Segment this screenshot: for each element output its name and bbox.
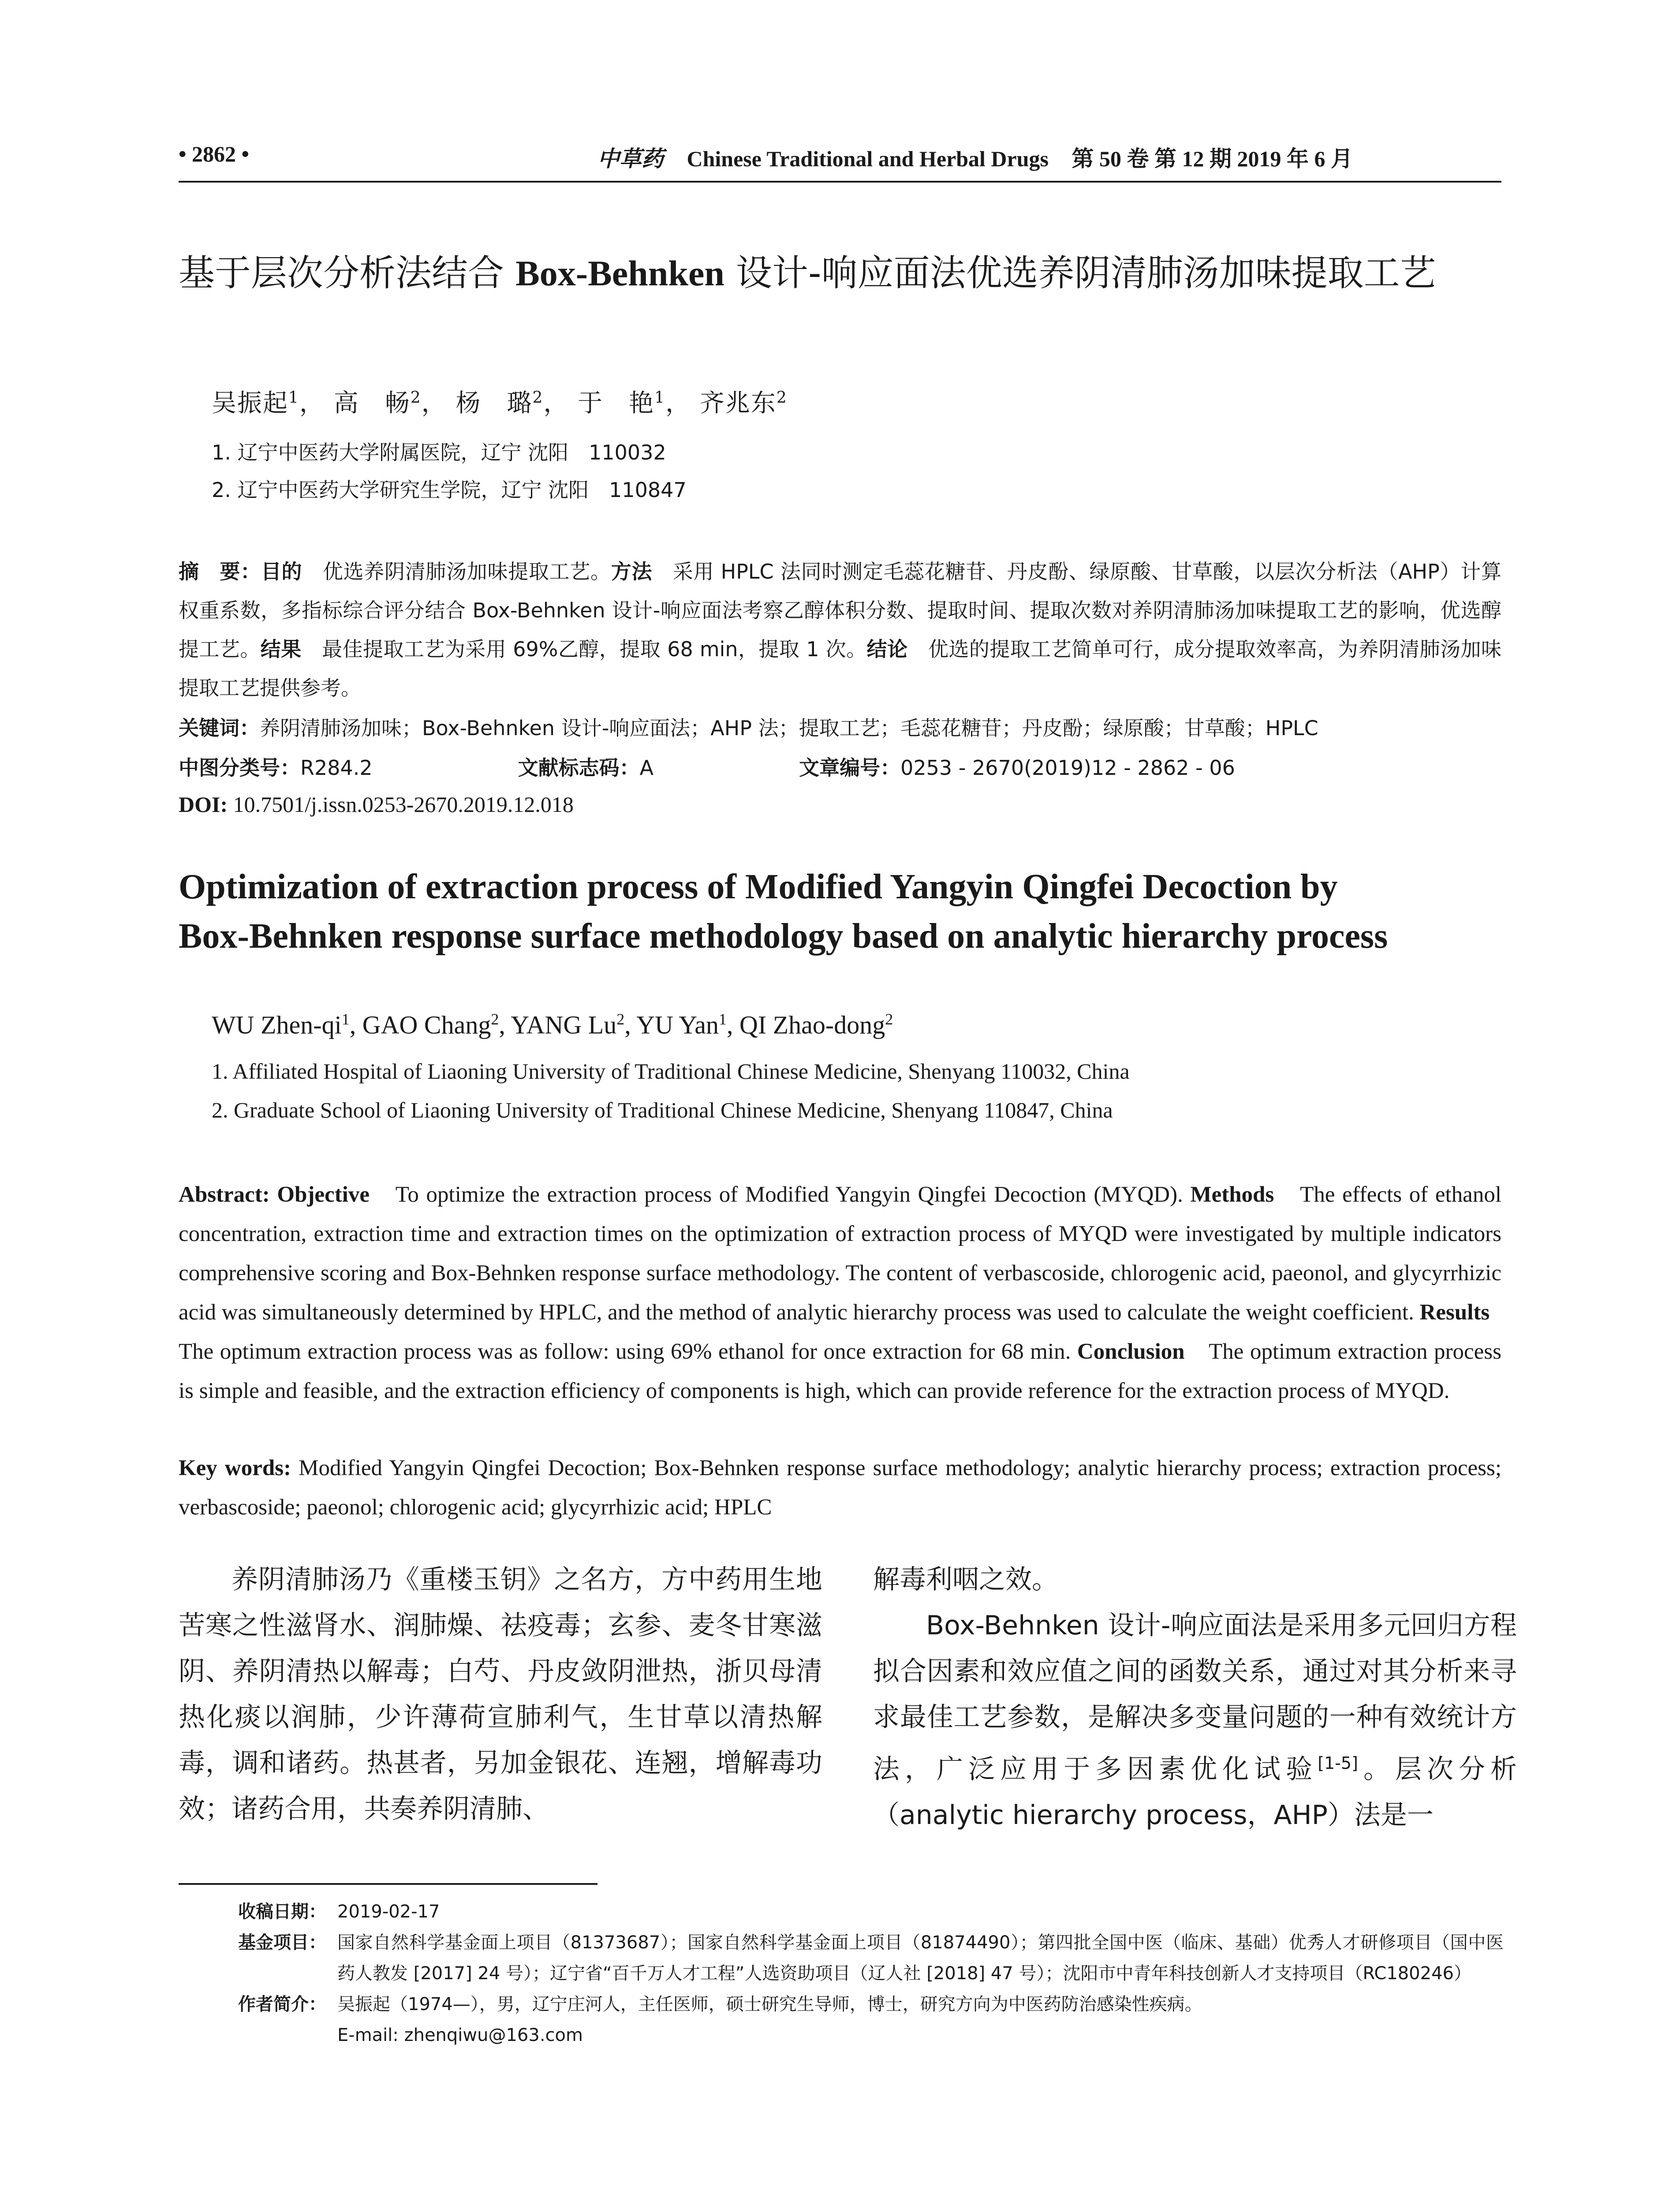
- cn-author: 齐兆东: [699, 389, 777, 418]
- cn-abstract: [179, 552, 1501, 707]
- body-paragraph: 养阴清肺汤乃《重楼玉钥》之名方，方中药用生地苦寒之性滋肾水、润肺燥、祛疫毒；玄参、麦冬甘寒滋阴、养阴清热以解毒；白芍、丹皮敛阴泄热，浙贝母清热化痰以润肺，少许薄荷宣肺利气，生甘草以清热解毒，调和诸药。热甚者，另加金银花、连翘，增解毒功效；诸药合用，共奏养阴清肺、: [179, 1564, 822, 1824]
- journal-issue: 第 50 卷 第 12 期 2019 年 6 月: [1071, 146, 1353, 171]
- en-title: [179, 862, 1523, 961]
- cn-objective: 优选养阴清肺汤加味提取工艺。: [302, 560, 611, 583]
- cn-keywords-text: 养阴清肺汤加味；Box-Behnken 设计-响应面法；AHP 法；提取工艺；毛蕊花糖苷；丹皮酚；绿原酸；甘草酸；HPLC: [260, 716, 1318, 740]
- footnote-label: 作者简介：: [238, 1994, 326, 2014]
- en-author-sup: 1: [341, 1010, 350, 1028]
- en-author-sup: 2: [885, 1010, 893, 1028]
- body-paragraph-tail: 。层次分析（analytic hierarchy process，AHP）法是一: [873, 1754, 1517, 1831]
- en-author-sup: 2: [491, 1010, 499, 1028]
- article-no-label: 文章编号：: [799, 756, 901, 780]
- en-affiliation-2: 2. Graduate School of Liaoning University of Traditional Chinese Medicine, Shenyang 110847, China: [212, 1098, 1113, 1122]
- footnote-label: 收稿日期：: [238, 1902, 326, 1922]
- en-abstract-label: Abstract: Objective: [179, 1182, 370, 1207]
- en-methods: The effects of ethanol concentration, extraction time and extraction times on the optimization of extraction process of MYQD were investigated by multiple indicators comprehensive scoring and Box-Behnken response surface methodology. The content of verbascoside, chlorogenic acid, paeonol, and glycyrrhizic acid was simultaneously determined by HPLC, and the method of analytic hierarchy process was used to calculate the weight coefficient.: [179, 1182, 1501, 1325]
- body-paragraph-continued: 解毒利咽之效。: [873, 1564, 1058, 1595]
- en-results-label: Results: [1419, 1300, 1490, 1325]
- en-abstract: [179, 1175, 1512, 1411]
- cn-classification: [179, 752, 1235, 781]
- cn-author: 杨 璐: [455, 389, 533, 418]
- body-paragraph-text: Box-Behnken 设计-响应面法是采用多元回归方程拟合因素和效应值之间的函数关系，通过对其分析来寻求最佳工艺参数，是解决多变量问题的一种有效统计方法，广泛应用于多因素优化试验: [873, 1610, 1517, 1785]
- en-title-line2: Box-Behnken response surface methodology based on analytic hierarchy process: [179, 917, 1388, 956]
- cn-author-sup: 2: [776, 389, 788, 407]
- en-author: YANG Lu: [511, 1010, 617, 1039]
- cn-abstract-label: 摘 要：: [179, 560, 261, 583]
- en-conclusion: The optimum extraction process is simple and feasible, and the extraction efficiency of components is high, which can provide reference for the extraction process of MYQD.: [179, 1339, 1501, 1403]
- cn-objective-label: 目的: [261, 560, 302, 583]
- footnote-text: 2019-02-17: [337, 1902, 440, 1922]
- en-author: YU Yan: [636, 1010, 719, 1039]
- en-results: The optimum extraction process was as follow: using 69% ethanol for once extraction for 68 min.: [179, 1300, 1512, 1364]
- doc-code-label: 文献标志码：: [518, 756, 640, 780]
- en-author: GAO Chang: [362, 1010, 491, 1039]
- cn-affiliation-2: 2. 辽宁中医药大学研究生学院，辽宁 沈阳 110847: [212, 478, 687, 502]
- en-author: QI Zhao-dong: [739, 1010, 885, 1039]
- cn-title-part1: 基于层次分析法结合: [179, 252, 516, 294]
- en-affiliation-1: 1. Affiliated Hospital of Liaoning University of Traditional Chinese Medicine, Shenyang 110032, China: [212, 1059, 1130, 1084]
- en-keywords-label: Key words:: [179, 1456, 291, 1480]
- cn-title-en-part: Box-Behnken: [515, 253, 724, 293]
- en-author-sup: 1: [719, 1010, 727, 1028]
- cn-authors: 吴振起$^1$， 高 畅$^2$， 杨 璐$^2$， 于 艳$^1$， 齐兆东$^2$: [212, 389, 788, 418]
- cn-conclusion-label: 结论: [866, 637, 908, 661]
- doi-value: 10.7501/j.issn.0253-2670.2019.12.018: [228, 792, 574, 817]
- page-number: • 2862 •: [179, 142, 250, 166]
- body-column-left: [179, 1557, 822, 1832]
- doc-code-value: A: [639, 756, 654, 780]
- cn-keywords-label: 关键词：: [179, 716, 260, 740]
- article-no-value: 0253 - 2670(2019)12 - 2862 - 06: [900, 756, 1235, 780]
- cn-title-part2: 设计-响应面法优选养阴清肺汤加味提取工艺: [724, 252, 1436, 294]
- cn-conclusion: 优选的提取工艺简单可行，成分提取效率高，为养阴清肺汤加味提取工艺提供参考。: [179, 637, 1502, 700]
- author-email: E-mail: zhenqiwu@163.com: [337, 2025, 583, 2045]
- en-title-line1: Optimization of extraction process of Modified Yangyin Qingfei Decoction by: [179, 867, 1338, 906]
- clc-value: R284.2: [300, 756, 373, 780]
- journal-name-en: Chinese Traditional and Herbal Drugs: [687, 146, 1049, 171]
- en-keywords: [179, 1449, 1501, 1527]
- journal-name: [597, 141, 1353, 173]
- cn-author: 高 畅: [333, 389, 411, 418]
- cn-results: 最佳提取工艺为采用 69%乙醇，提取 68 min，提取 1 次。: [301, 637, 867, 661]
- en-author: WU Zhen-qi: [212, 1010, 342, 1039]
- footnotes: [238, 1896, 1504, 2051]
- citation: [1-5]: [1318, 1753, 1358, 1773]
- footnote-label: 基金项目：: [238, 1932, 326, 1953]
- cn-keywords: [179, 712, 1501, 741]
- cn-methods: 采用 HPLC 法同时测定毛蕊花糖苷、丹皮酚、绿原酸、甘草酸，以层次分析法（AHP）计算权重系数，多指标综合评分结合 Box-Behnken 设计-响应面法考察乙醇体积分数、提取时间、提取次数对养阴清肺汤加味提取工艺的影响，优选醇提工艺。: [179, 560, 1501, 661]
- running-header: [179, 132, 1501, 183]
- cn-author-sup: 1: [288, 389, 299, 407]
- journal-logo-cn: 中草药: [597, 146, 664, 172]
- footnote-rule: [179, 1883, 597, 1885]
- footnote-author: [238, 1989, 1504, 2051]
- cn-author: 吴振起: [212, 389, 288, 418]
- cn-author: 于 艳: [578, 389, 655, 418]
- cn-title: [179, 245, 1501, 302]
- cn-author-sup: 1: [654, 389, 666, 407]
- en-methods-label: Methods: [1190, 1182, 1274, 1207]
- en-keywords-text: Modified Yangyin Qingfei Decoction; Box-Behnken response surface methodology; analytic hierarchy process; extraction process; verbascoside; paeonol; chlorogenic acid; glycyrrhizic acid; HPLC: [179, 1456, 1502, 1520]
- cn-author-sup: 2: [410, 389, 422, 407]
- clc-label: 中图分类号：: [179, 756, 300, 780]
- doi: [179, 792, 574, 817]
- doi-label: DOI:: [179, 792, 228, 817]
- en-author-sup: 2: [616, 1010, 625, 1028]
- cn-methods-label: 方法: [611, 560, 653, 583]
- body-paragraph: [873, 1603, 1517, 1838]
- en-authors: WU Zhen-$qi^1$, GAO Chang$^2$, YANG Lu$^2$, YU Yan$^1$, QI Zhao-dong$^2$: [212, 1010, 893, 1039]
- footnote-received: [238, 1896, 1504, 1927]
- en-conclusion-label: Conclusion: [1077, 1339, 1185, 1364]
- cn-affiliation-1: 1. 辽宁中医药大学附属医院，辽宁 沈阳 110032: [212, 441, 666, 464]
- cn-author-sup: 2: [532, 389, 544, 407]
- footnote-fund: [238, 1927, 1504, 1989]
- footnote-text: 国家自然科学基金面上项目（81373687）；国家自然科学基金面上项目（81874490）；第四批全国中医（临床、基础）优秀人才研修项目（国中医药人教发 [2017] 24 号）；辽宁省“百千万人才工程”人选资助项目（辽人社 [2018] 47 号）；沈阳市中青年科技创新人才支持项目（RC180246）: [337, 1932, 1504, 1984]
- footnote-text: 吴振起（1974—），男，辽宁庄河人，主任医师，硕士研究生导师，博士，研究方向为中医药防治感染性疾病。: [337, 1994, 1202, 2014]
- cn-results-label: 结果: [260, 637, 302, 661]
- body-column-right: [873, 1557, 1517, 1838]
- en-objective: To optimize the extraction process of Modified Yangyin Qingfei Decoction (MYQD).: [370, 1182, 1191, 1207]
